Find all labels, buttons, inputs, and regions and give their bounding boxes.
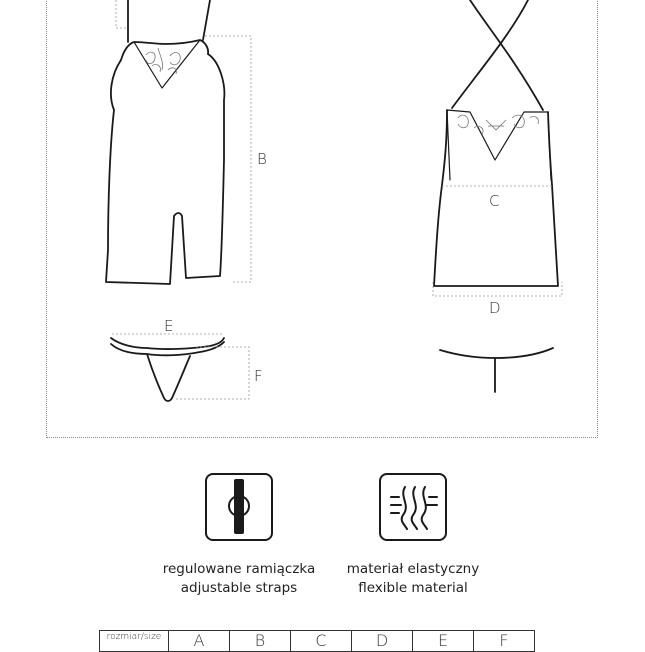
dimension-label-c: C [489,192,500,210]
flexible-material-icon [379,473,447,541]
thong-back [440,348,553,392]
feature-caption-material [313,560,513,598]
thong-front [111,338,224,401]
dimension-lines-thong-front [112,334,249,399]
size-column-c: C [291,631,352,652]
feature-caption-straps [139,560,339,598]
dimension-label-f: F [254,367,263,385]
dimension-label-b: B [257,150,267,168]
dimension-label-d: D [489,299,501,317]
size-column-b: B [230,631,291,652]
size-table [99,630,535,652]
dimension-label-e: E [164,317,174,335]
size-column-f: F [474,631,535,652]
size-column-d: D [352,631,413,652]
size-table-header [100,631,535,652]
size-column-a: A [169,631,230,652]
feature-label-en: flexible material [358,580,468,596]
size-column-e: E [413,631,474,652]
size-header-label: rozmiar/size [100,631,169,652]
chemise-back-lace [458,115,538,134]
feature-label-pl: regulowane ramiączka [162,561,316,577]
adjustable-strap-icon [205,473,273,541]
chemise-back [434,0,558,286]
chemise-front [106,0,224,284]
feature-label-en: adjustable straps [180,580,298,596]
feature-label-pl: materiał elastyczny [346,561,480,577]
